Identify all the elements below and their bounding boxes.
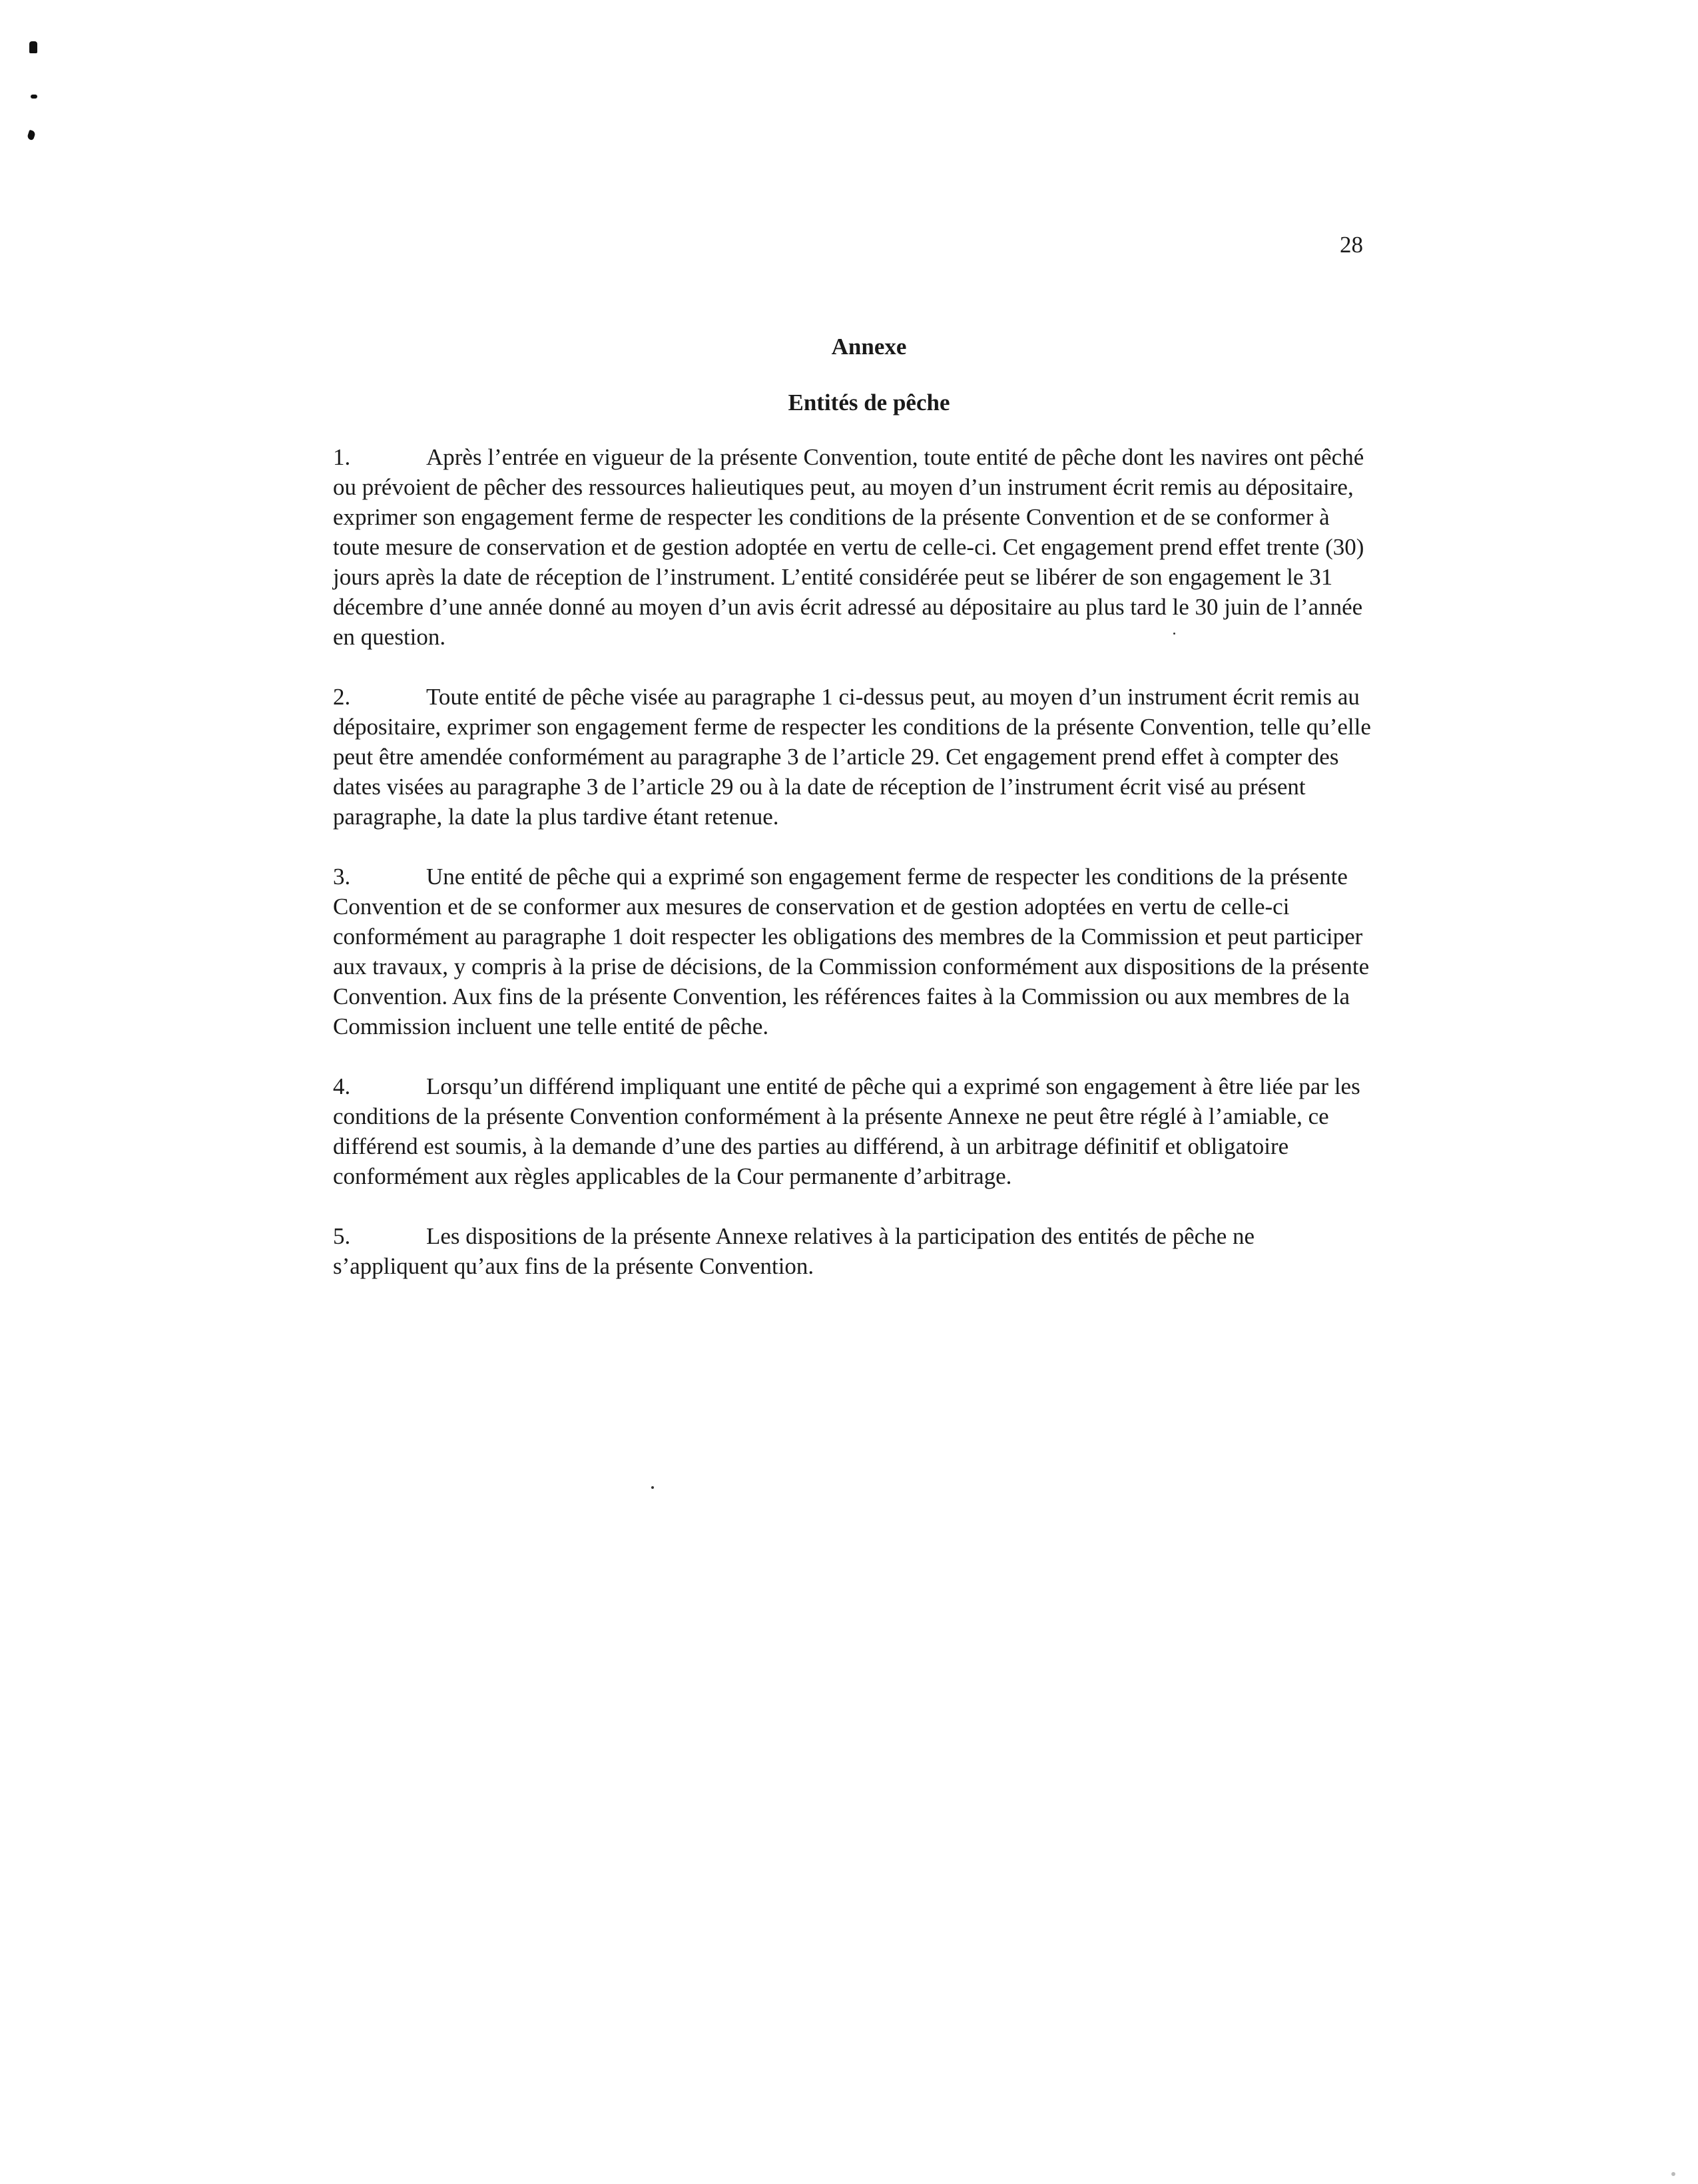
scan-speck (1173, 633, 1175, 635)
scan-speck (651, 1486, 654, 1489)
paragraph-5 (333, 1221, 1372, 1281)
paragraph-2 (333, 682, 1377, 832)
paragraph-text: Les dispositions de la présente Annexe relatives à la participation des entités de pêche ne s’appliquent qu’aux fins de la présente Convention. (333, 1223, 1261, 1279)
scan-mark (27, 130, 36, 140)
paragraph-1 (333, 442, 1372, 652)
paragraph-number: 3. (333, 864, 351, 890)
paragraph-number: 5. (333, 1223, 351, 1249)
paragraph-number: 2. (333, 684, 351, 710)
paragraph-text: Toute entité de pêche visée au paragraphe 1 ci-dessus peut, au moyen d’un instrument écrit remis au dépositaire, exprimer son engagement ferme de respecter les conditions de la présente Convention, telle qu’elle peut être amendée conformément au paragraphe 3 de l’article 29. Cet engagement prend effet à compter des dates visées au paragraphe 3 de l’article 29 ou à la date de réception de l’instrument écrit visé au présent paragraphe, la date la plus tardive étant retenue. (333, 684, 1377, 830)
paragraph-text: Une entité de pêche qui a exprimé son engagement ferme de respecter les conditions de la présente Convention et de se conformer aux mesures de conservation et de gestion adoptées en vertu de celle-ci conformément au paragraphe 1 doit respecter les obligations des membres de la Commission et peut participer aux travaux, y compris à la prise de décisions, de la Commission conformément aux dispositions de la présente Convention. Aux fins de la présente Convention, les références faites à la Commission ou aux membres de la Commission incluent une telle entité de pêche. (333, 864, 1375, 1039)
annex-title: Annexe (831, 334, 907, 360)
page-number: 28 (1340, 232, 1363, 258)
paragraph-number: 1. (333, 444, 351, 470)
paragraph-text: Lorsqu’un différend impliquant une entité de pêche qui a exprimé son engagement à être liée par les conditions de la présente Convention conformément à la présente Annexe ne peut être réglé à l’amiable, ce différend est soumis, à la demande d’une des parties au différend, à un arbitrage définitif et obligatoire conformément aux règles applicables de la Cour permanente d’arbitrage. (333, 1073, 1366, 1189)
annex-subtitle: Entités de pêche (788, 390, 950, 415)
scan-speck (1671, 2172, 1675, 2176)
paragraph-text: Après l’entrée en vigueur de la présente Convention, toute entité de pêche dont les navires ont pêché ou prévoient de pêcher des ressources halieutiques peut, au moyen d’un instrument écrit remis au dépositaire, exprimer son engagement ferme de respecter les conditions de la présente Convention et de se conformer à toute mesure de conservation et de gestion adoptée en vertu de celle-ci. Cet engagement prend effet trente (30) jours après la date de réception de l’instrument. L’entité considérée peut se libérer de son engagement le 31 décembre d’une année donné au moyen d’un avis écrit adressé au dépositaire au plus tard le 30 juin de l’année en question. (333, 444, 1370, 650)
paragraph-4 (333, 1071, 1372, 1191)
paragraph-number: 4. (333, 1073, 351, 1099)
scan-mark (31, 95, 37, 99)
scan-mark (29, 41, 37, 53)
annex-body (333, 442, 1377, 1311)
paragraph-3 (333, 862, 1375, 1041)
